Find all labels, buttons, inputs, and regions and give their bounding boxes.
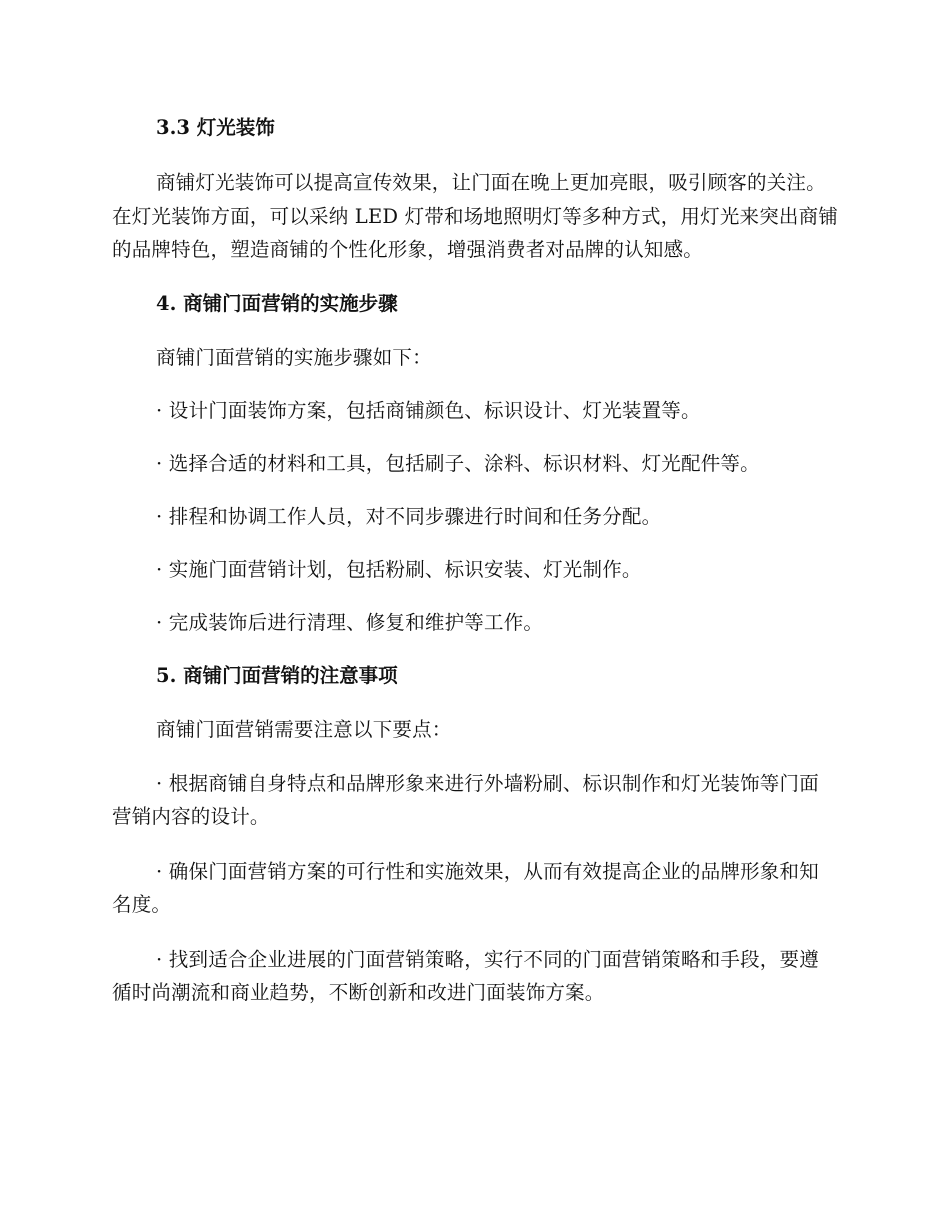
list-item-step-1: · 设计门面装饰方案，包括商铺颜色、标识设计、灯光装置等。 [156, 398, 701, 422]
paragraph-lighting: 商铺灯光装饰可以提高宣传效果，让门面在晚上更加亮眼，吸引顾客的关注。在灯光装饰方面，可以采纳 LED 灯带和场地照明灯等多种方式，用灯光来突出商铺的品牌特色，塑造商铺的个性化形象，增强消费者对品牌的认知感。 [112, 171, 839, 261]
list-item-step-3: · 排程和协调工作人员，对不同步骤进行时间和任务分配。 [156, 504, 662, 528]
list-item-note-3: · 找到适合企业进展的门面营销策略，实行不同的门面营销策略和手段，要遵循时尚潮流和商业趋势，不断创新和改进门面装饰方案。 [112, 947, 819, 1004]
list-item-note-1: · 根据商铺自身特点和品牌形象来进行外墙粉刷、标识制作和灯光装饰等门面营销内容的设计。 [112, 771, 819, 828]
list-item-note-2: · 确保门面营销方案的可行性和实施效果，从而有效提高企业的品牌形象和知名度。 [112, 859, 819, 916]
document-page [112, 112, 838, 1031]
list-item-step-4: · 实施门面营销计划，包括粉刷、标识安装、灯光制作。 [156, 557, 642, 581]
section-heading-3-3: 3.3 灯光装饰 [156, 116, 275, 139]
paragraph-notes-intro: 商铺门面营销需要注意以下要点： [156, 717, 452, 741]
list-item-step-5: · 完成装饰后进行清理、修复和维护等工作。 [156, 610, 544, 634]
paragraph-steps-intro: 商铺门面营销的实施步骤如下： [156, 345, 432, 369]
section-heading-4: 4. 商铺门面营销的实施步骤 [156, 291, 398, 315]
section-heading-5: 5. 商铺门面营销的注意事项 [156, 663, 398, 687]
list-item-step-2: · 选择合适的材料和工具，包括刷子、涂料、标识材料、灯光配件等。 [156, 451, 760, 475]
